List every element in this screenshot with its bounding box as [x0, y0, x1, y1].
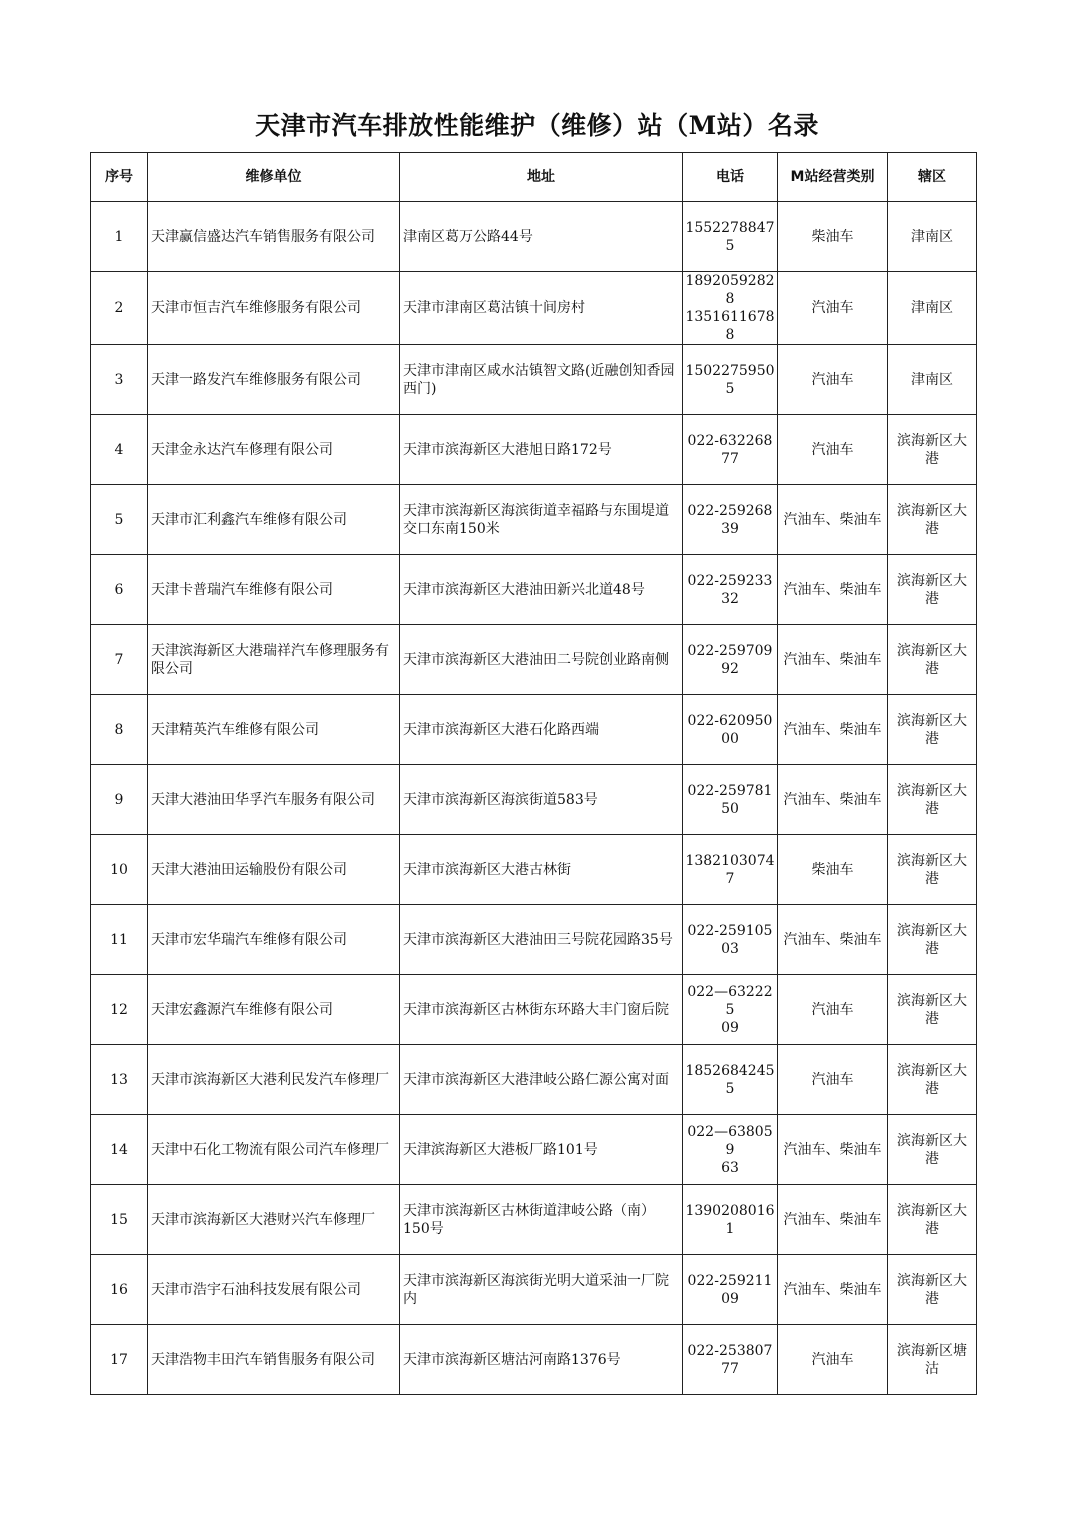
cell-address: 天津市津南区葛沽镇十间房村 — [400, 272, 683, 345]
cell-unit: 天津宏鑫源汽车维修有限公司 — [148, 975, 400, 1045]
cell-unit: 天津市滨海新区大港财兴汽车修理厂 — [148, 1185, 400, 1255]
table-header-row — [91, 153, 977, 202]
cell-phone — [683, 1185, 778, 1255]
cell-type: 汽油车、柴油车 — [778, 765, 888, 835]
cell-type: 汽油车 — [778, 975, 888, 1045]
cell-type: 汽油车、柴油车 — [778, 1185, 888, 1255]
cell-phone — [683, 975, 778, 1045]
cell-unit: 天津市宏华瑞汽车维修有限公司 — [148, 905, 400, 975]
cell-district: 滨海新区大港 — [888, 975, 977, 1045]
cell-phone — [683, 625, 778, 695]
phone-line: 13902080161 — [685, 1202, 775, 1237]
cell-address: 天津市滨海新区海滨街光明大道采油一厂院内 — [400, 1255, 683, 1325]
cell-phone — [683, 905, 778, 975]
table-row — [91, 1045, 977, 1115]
cell-phone — [683, 272, 778, 345]
phone-line: 13821030747 — [685, 852, 775, 887]
cell-index: 1 — [91, 202, 148, 272]
phone-line: 022—638059 — [687, 1123, 773, 1158]
cell-district: 津南区 — [888, 345, 977, 415]
phone-line: 022-25978150 — [687, 782, 773, 817]
cell-index: 14 — [91, 1115, 148, 1185]
header-phone: 电话 — [683, 153, 778, 202]
phone-line: 022-63226877 — [687, 432, 773, 467]
cell-district: 津南区 — [888, 272, 977, 345]
cell-address: 天津市滨海新区大港旭日路172号 — [400, 415, 683, 485]
cell-district: 滨海新区塘沽 — [888, 1325, 977, 1395]
cell-index: 11 — [91, 905, 148, 975]
cell-type: 柴油车 — [778, 835, 888, 905]
table-row — [91, 1185, 977, 1255]
cell-unit: 天津精英汽车维修有限公司 — [148, 695, 400, 765]
table-row — [91, 835, 977, 905]
cell-phone — [683, 1115, 778, 1185]
cell-unit: 天津一路发汽车维修服务有限公司 — [148, 345, 400, 415]
cell-phone — [683, 555, 778, 625]
cell-type: 汽油车、柴油车 — [778, 625, 888, 695]
cell-index: 5 — [91, 485, 148, 555]
cell-unit: 天津市汇利鑫汽车维修有限公司 — [148, 485, 400, 555]
cell-address: 天津市滨海新区海滨街道583号 — [400, 765, 683, 835]
phone-line: 18526842455 — [685, 1062, 775, 1097]
cell-address: 天津市津南区咸水沽镇智文路(近融创知香园西门) — [400, 345, 683, 415]
table-row — [91, 695, 977, 765]
cell-phone — [683, 485, 778, 555]
cell-index: 10 — [91, 835, 148, 905]
cell-index: 8 — [91, 695, 148, 765]
cell-district: 滨海新区大港 — [888, 415, 977, 485]
cell-type: 汽油车、柴油车 — [778, 695, 888, 765]
cell-unit: 天津中石化工物流有限公司汽车修理厂 — [148, 1115, 400, 1185]
cell-index: 13 — [91, 1045, 148, 1115]
header-address: 地址 — [400, 153, 683, 202]
cell-unit: 天津金永达汽车修理有限公司 — [148, 415, 400, 485]
cell-type: 汽油车、柴油车 — [778, 1115, 888, 1185]
cell-index: 12 — [91, 975, 148, 1045]
table-row — [91, 905, 977, 975]
cell-address: 天津市滨海新区古林街道津岐公路（南）150号 — [400, 1185, 683, 1255]
cell-district: 滨海新区大港 — [888, 835, 977, 905]
table-row — [91, 415, 977, 485]
cell-address: 天津市滨海新区大港油田新兴北道48号 — [400, 555, 683, 625]
cell-type: 汽油车、柴油车 — [778, 1255, 888, 1325]
cell-district: 滨海新区大港 — [888, 625, 977, 695]
cell-unit: 天津大港油田华孚汽车服务有限公司 — [148, 765, 400, 835]
header-unit: 维修单位 — [148, 153, 400, 202]
cell-phone — [683, 1325, 778, 1395]
table-row — [91, 1255, 977, 1325]
table-row — [91, 625, 977, 695]
cell-type: 汽油车、柴油车 — [778, 555, 888, 625]
cell-unit: 天津滨海新区大港瑞祥汽车修理服务有限公司 — [148, 625, 400, 695]
phone-line: 022-25910503 — [687, 922, 773, 957]
cell-district: 滨海新区大港 — [888, 1045, 977, 1115]
cell-district: 滨海新区大港 — [888, 1255, 977, 1325]
cell-district: 滨海新区大港 — [888, 905, 977, 975]
phone-line: 022-25921109 — [687, 1272, 773, 1307]
cell-address: 天津市滨海新区大港古林街 — [400, 835, 683, 905]
phone-line: 09 — [721, 1019, 739, 1036]
table-row — [91, 202, 977, 272]
cell-address: 天津市滨海新区大港油田二号院创业路南侧 — [400, 625, 683, 695]
phone-line: 022-62095000 — [687, 712, 773, 747]
cell-address: 天津市滨海新区塘沽河南路1376号 — [400, 1325, 683, 1395]
cell-phone — [683, 1255, 778, 1325]
cell-index: 3 — [91, 345, 148, 415]
cell-index: 7 — [91, 625, 148, 695]
cell-district: 滨海新区大港 — [888, 765, 977, 835]
cell-phone — [683, 345, 778, 415]
table-row — [91, 485, 977, 555]
phone-line: 022-25380777 — [687, 1342, 773, 1377]
cell-unit: 天津浩物丰田汽车销售服务有限公司 — [148, 1325, 400, 1395]
cell-district: 滨海新区大港 — [888, 555, 977, 625]
header-index: 序号 — [91, 153, 148, 202]
table-row — [91, 765, 977, 835]
cell-type: 汽油车、柴油车 — [778, 905, 888, 975]
cell-index: 9 — [91, 765, 148, 835]
cell-index: 4 — [91, 415, 148, 485]
cell-index: 15 — [91, 1185, 148, 1255]
cell-address: 天津市滨海新区大港津岐公路仁源公寓对面 — [400, 1045, 683, 1115]
cell-phone — [683, 415, 778, 485]
cell-unit: 天津赢信盛达汽车销售服务有限公司 — [148, 202, 400, 272]
table-row — [91, 272, 977, 345]
phone-line: 15022759505 — [685, 362, 775, 397]
cell-district: 滨海新区大港 — [888, 485, 977, 555]
cell-district: 滨海新区大港 — [888, 1185, 977, 1255]
cell-address: 天津市滨海新区古林街东环路大丰门窗后院 — [400, 975, 683, 1045]
cell-index: 6 — [91, 555, 148, 625]
phone-line: 63 — [721, 1159, 739, 1176]
phone-line: 13516116788 — [685, 309, 775, 343]
cell-phone — [683, 765, 778, 835]
cell-phone — [683, 695, 778, 765]
station-table — [90, 152, 977, 1395]
phone-line: 15522788475 — [685, 219, 775, 254]
table-row — [91, 975, 977, 1045]
phone-line: 18920592828 — [685, 273, 775, 307]
table-row — [91, 1325, 977, 1395]
table-row — [91, 1115, 977, 1185]
cell-phone — [683, 835, 778, 905]
table-row — [91, 555, 977, 625]
header-district: 辖区 — [888, 153, 977, 202]
cell-address: 津南区葛万公路44号 — [400, 202, 683, 272]
cell-phone — [683, 1045, 778, 1115]
cell-index: 16 — [91, 1255, 148, 1325]
cell-type: 汽油车 — [778, 1325, 888, 1395]
phone-line: 022-25970992 — [687, 642, 773, 677]
page-title: 天津市汽车排放性能维护（维修）站（M站）名录 — [255, 111, 819, 140]
cell-unit: 天津大港油田运输股份有限公司 — [148, 835, 400, 905]
phone-line: 022-25923332 — [687, 572, 773, 607]
cell-address: 天津滨海新区大港板厂路101号 — [400, 1115, 683, 1185]
cell-district: 津南区 — [888, 202, 977, 272]
cell-unit: 天津市恒吉汽车维修服务有限公司 — [148, 272, 400, 345]
cell-district: 滨海新区大港 — [888, 1115, 977, 1185]
cell-type: 柴油车 — [778, 202, 888, 272]
cell-address: 天津市滨海新区大港油田三号院花园路35号 — [400, 905, 683, 975]
cell-address: 天津市滨海新区大港石化路西端 — [400, 695, 683, 765]
phone-line: 022—632225 — [687, 983, 773, 1018]
cell-type: 汽油车 — [778, 272, 888, 345]
cell-phone — [683, 202, 778, 272]
table-row — [91, 345, 977, 415]
cell-district: 滨海新区大港 — [888, 695, 977, 765]
cell-address: 天津市滨海新区海滨街道幸福路与东围堤道交口东南150米 — [400, 485, 683, 555]
header-type: M站经营类别 — [778, 153, 888, 202]
phone-line: 022-25926839 — [687, 502, 773, 537]
cell-unit: 天津卡普瑞汽车维修有限公司 — [148, 555, 400, 625]
cell-index: 2 — [91, 272, 148, 345]
cell-type: 汽油车 — [778, 345, 888, 415]
cell-type: 汽油车 — [778, 1045, 888, 1115]
cell-type: 汽油车、柴油车 — [778, 485, 888, 555]
cell-unit: 天津市滨海新区大港利民发汽车修理厂 — [148, 1045, 400, 1115]
cell-unit: 天津市浩宇石油科技发展有限公司 — [148, 1255, 400, 1325]
cell-type: 汽油车 — [778, 415, 888, 485]
cell-index: 17 — [91, 1325, 148, 1395]
